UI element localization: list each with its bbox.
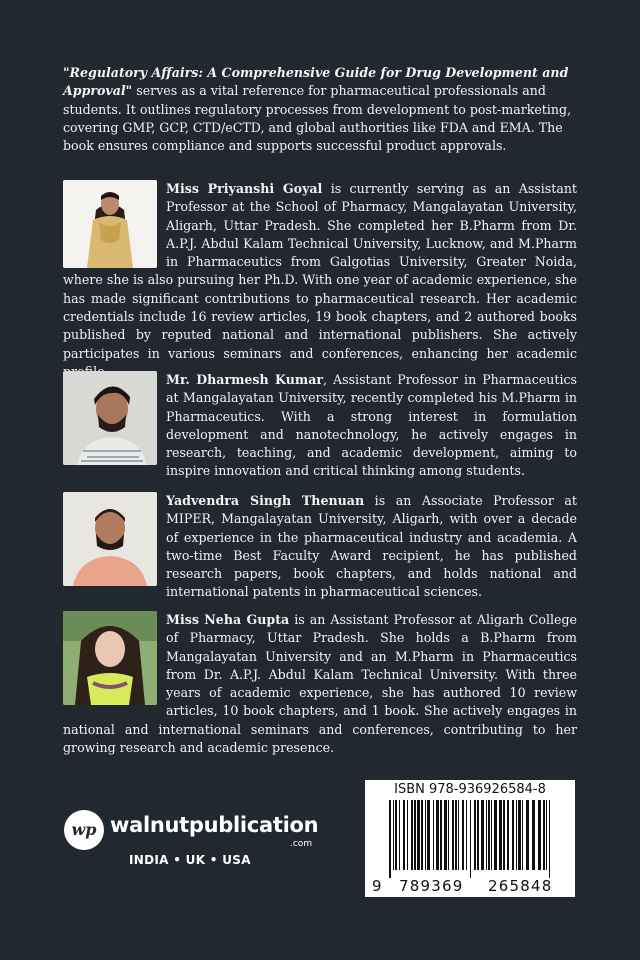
barcode-bar [448, 800, 449, 870]
barcode-bar [389, 800, 391, 878]
barcode-bar [549, 800, 550, 878]
barcode-bar [427, 800, 430, 870]
barcode-bar [414, 800, 416, 870]
barcode-bar [411, 800, 413, 870]
barcode-bar [486, 800, 487, 870]
barcode-bar [455, 800, 457, 870]
barcode-right-digits: 265848 [488, 877, 553, 895]
author-photo [63, 180, 157, 268]
author-bio-priyanshi-goyal [63, 180, 577, 381]
author-photo [63, 611, 157, 705]
barcode-bars [373, 800, 567, 878]
author-photo [63, 492, 157, 586]
barcode-bar [532, 800, 535, 870]
author-bio-dharmesh-kumar [63, 371, 577, 481]
publisher-name: walnutpublication [110, 813, 319, 837]
barcode-bar [462, 800, 464, 870]
barcode-bar [516, 800, 517, 870]
barcode-bar [538, 800, 541, 870]
barcode-bar [407, 800, 408, 870]
isbn-label: ISBN 978-936926584-8 [394, 782, 546, 797]
barcode-bar [433, 800, 434, 870]
barcode-bar [526, 800, 529, 870]
barcode-bar [417, 800, 420, 870]
book-title: "Regulatory Affairs: A Comprehensive Guide for Drug Development and Approval" [63, 65, 569, 99]
barcode-bar [395, 800, 397, 870]
barcode-bar [546, 800, 547, 870]
author-bio-text: is currently serving as an Assistant Professor at the School of Pharmacy, Mangalayatan University, Aligarh, Uttar Pradesh. She completed her B.Pharm from Dr. A.P.J. Abdul Kalam Technical University, Lucknow, and M.Pharm in Pharmaceutics from Galgotias University, Greater Noida, where she is also pursuing her Ph.D. With one year of academic experience, she has made significant contributions to pharmaceutical research. Her academic credentials include 16 review articles, 19 book chapters, and 2 authored books published by reputed national and international publishers. She actively participates in various seminars and conferences, enhancing her academic [63, 181, 577, 361]
publisher-logo [64, 808, 334, 852]
author-bio-text: , Assistant Professor in Pharmaceutics at Mangalayatan University, recently completed his M.Pharm in Pharmaceutics. With a strong interest in formulation development and nanotechnology, he actively engages in research, teaching, and academic development, aiming to inspire innovation and critical thinking among students. [166, 372, 577, 479]
barcode-bar [491, 800, 492, 870]
barcode-bar [522, 800, 523, 870]
barcode-left-digits: 789369 [399, 877, 464, 895]
barcode-bar [466, 800, 467, 870]
barcode-bar [543, 800, 545, 870]
barcode-bar [458, 800, 459, 870]
author-photo [63, 371, 157, 465]
author-bio-text: is an Associate Professor at MIPER, Mangalayatan University, Aligarh, with over a decade of experience in the pharmaceutical industry and academia. A two-time Best Faculty Award recipient, he has published research papers, book chapters, and holds national and international patents in pharmaceutical sciences. [166, 493, 577, 600]
author-name: Yadvendra Singh Thenuan [166, 493, 365, 508]
barcode-bar [477, 800, 479, 870]
barcode-bar [518, 800, 521, 870]
author-bio-text: is an Assistant Professor at Aligarh College of Pharmacy, Uttar Pradesh. She holds a B.Pharm from Mangalayatan University and an M.Pharm in Pharmaceutics from Dr. A.P.J. Abdul Kalam Technical University. With three years of academic experience, she has authored 10 review articles, 10 book chapters, and 1 book. She actively engages in national and international seminars and conferences, contributing to her growing research and academic presence. [63, 612, 577, 756]
author-bio-neha-gupta [63, 611, 577, 757]
barcode-bar [440, 800, 442, 870]
book-summary: serves as a vital reference for pharmaceutical professionals and students. It outlines regulatory processes from development to post-marketing, covering GMP, GCP, CTD/eCTD, and global authorities like FDA and EMA. The book ensures compliance and supports successful product approvals. [63, 83, 572, 154]
barcode-bar [481, 800, 484, 870]
author-bio-yadvendra-singh-thenuan [63, 492, 577, 602]
author-name: Miss Priyanshi Goyal [166, 181, 323, 196]
publisher-logo-icon: wp [64, 810, 104, 850]
barcode-bar [512, 800, 514, 870]
author-name: Mr. Dharmesh Kumar [166, 372, 324, 387]
publisher-domain: .com [290, 839, 313, 849]
barcode-bar [425, 800, 426, 870]
barcode-first-digit: 9 [372, 877, 383, 895]
barcode-bar [393, 800, 394, 870]
barcode-bar [488, 800, 490, 870]
barcode-bar [403, 800, 405, 870]
barcode-bar [474, 800, 476, 870]
barcode-bar [421, 800, 423, 870]
barcode-bar [436, 800, 439, 870]
barcode-bar [452, 800, 454, 870]
barcode-bar [503, 800, 505, 870]
barcode-bar [470, 800, 471, 878]
isbn-barcode [365, 780, 575, 897]
barcode-bar [494, 800, 497, 870]
barcode-bar [507, 800, 509, 870]
barcode-bar [444, 800, 447, 870]
book-description [63, 64, 581, 155]
author-name: Miss Neha Gupta [166, 612, 290, 627]
publisher-regions: INDIA • UK • USA [129, 853, 251, 867]
barcode-bar [399, 800, 400, 870]
barcode-bar [499, 800, 502, 870]
